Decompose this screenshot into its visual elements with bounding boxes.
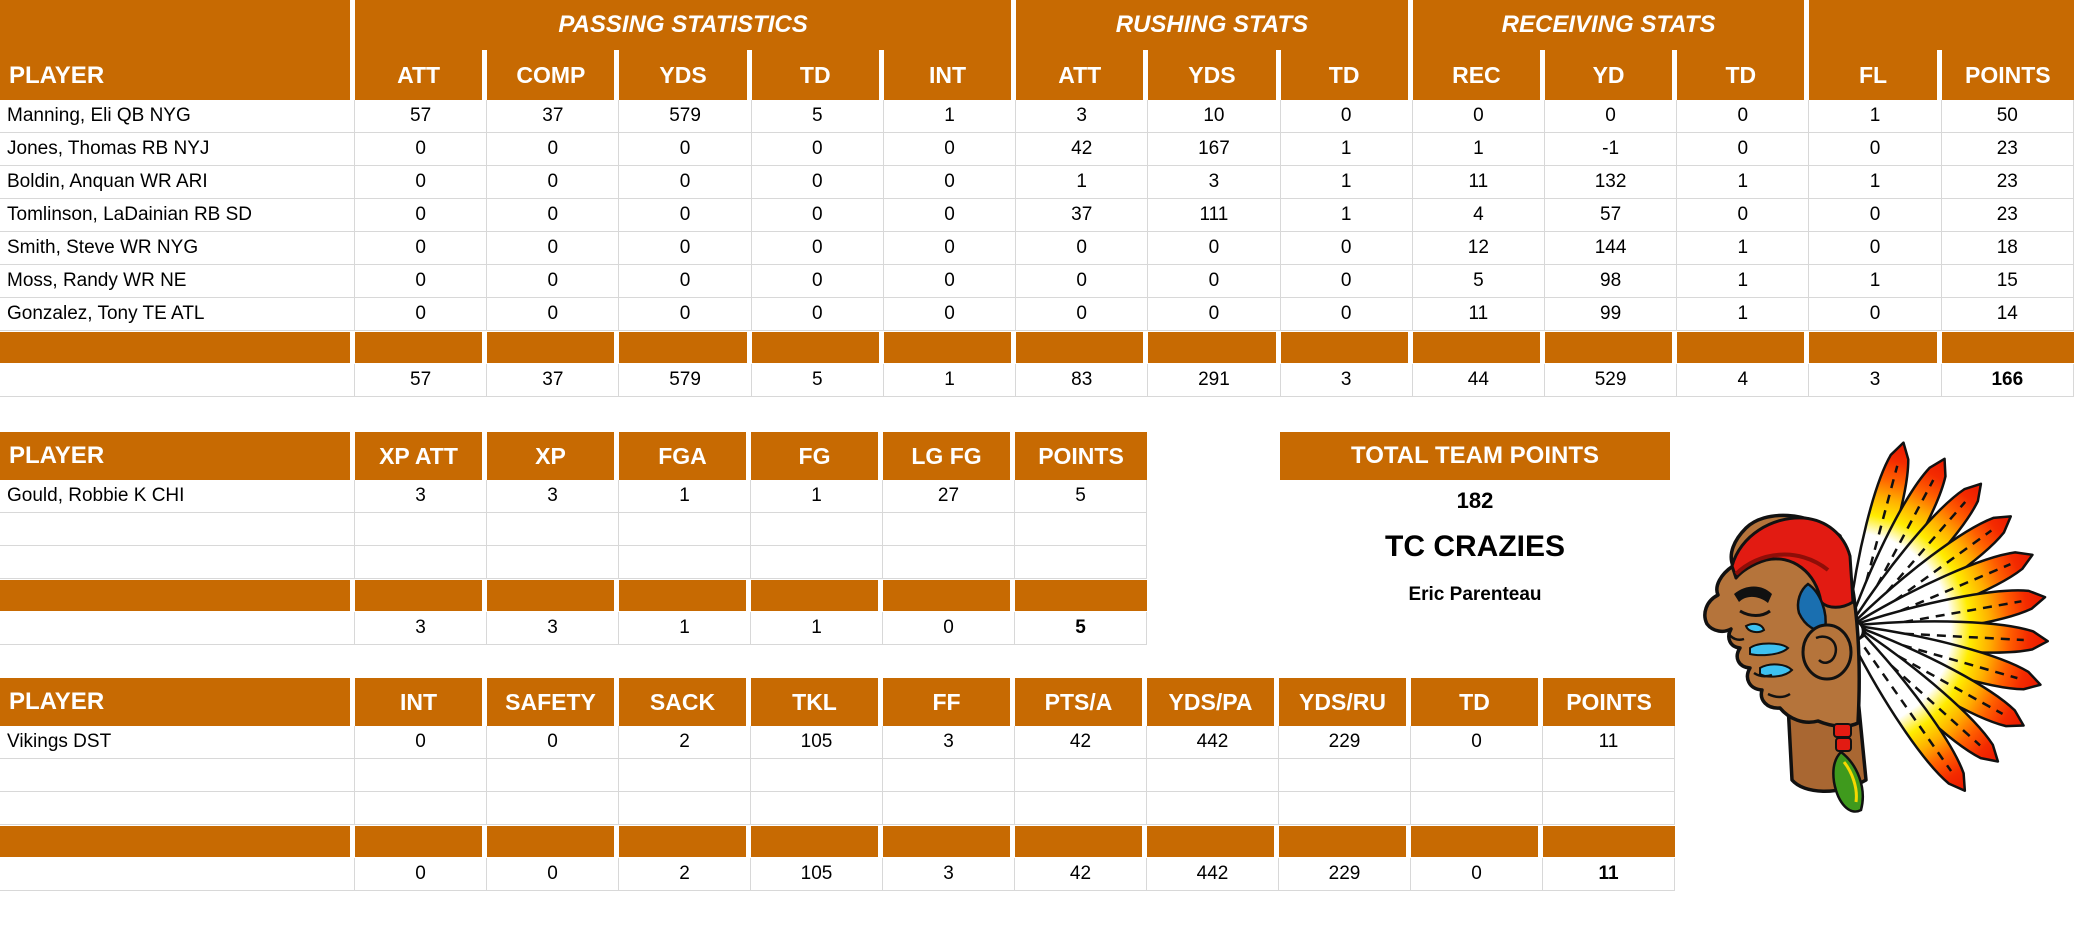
- empty-cell: [487, 759, 619, 792]
- spacer-cell: [751, 579, 883, 612]
- passing-group-header: PASSING STATISTICS: [355, 0, 1016, 50]
- empty-cell: [355, 759, 487, 792]
- stat-cell: 1: [1809, 166, 1941, 199]
- spacer-cell: [1942, 331, 2074, 364]
- spacer-cell: [1413, 331, 1545, 364]
- stat-cell: 0: [884, 133, 1016, 166]
- player-row: [0, 726, 1675, 759]
- empty-cell: [0, 364, 355, 397]
- stat-cell: 0: [619, 298, 751, 331]
- column-header: LG FG: [883, 432, 1015, 480]
- empty-row: [0, 546, 1147, 579]
- player-row: [0, 133, 2074, 166]
- spacer-cell: [1411, 825, 1543, 858]
- stat-cell: 0: [1677, 199, 1809, 232]
- column-header-row: [0, 678, 1675, 726]
- spacer-cell: [751, 825, 883, 858]
- group-header-row: [0, 0, 2074, 50]
- total-cell: 579: [619, 364, 751, 397]
- total-cell: 291: [1148, 364, 1280, 397]
- empty-cell: [883, 792, 1015, 825]
- column-header: TD: [1411, 678, 1543, 726]
- total-team-points-header: TOTAL TEAM POINTS: [1280, 432, 1670, 480]
- total-cell: 2: [619, 858, 751, 891]
- column-header: YDS/PA: [1147, 678, 1279, 726]
- stat-cell: 5: [1015, 480, 1147, 513]
- spacer-cell: [884, 331, 1016, 364]
- player-name-cell: Gould, Robbie K CHI: [0, 480, 355, 513]
- stat-cell: 442: [1147, 726, 1279, 759]
- empty-cell: [751, 546, 883, 579]
- stat-cell: 1: [1809, 265, 1941, 298]
- spacer-cell: [1279, 825, 1411, 858]
- column-header: ATT: [355, 50, 487, 100]
- stat-cell: 1: [1413, 133, 1545, 166]
- stat-cell: 23: [1942, 199, 2074, 232]
- empty-cell: [1279, 792, 1411, 825]
- stat-cell: 105: [751, 726, 883, 759]
- stat-cell: 23: [1942, 133, 2074, 166]
- spacer-cell: [1147, 825, 1279, 858]
- stat-cell: 0: [752, 265, 884, 298]
- stat-cell: 132: [1545, 166, 1677, 199]
- stat-cell: 0: [1809, 232, 1941, 265]
- spacer-cell: [0, 331, 355, 364]
- stat-cell: 0: [619, 166, 751, 199]
- total-team-points-value: 182: [1456, 488, 1494, 513]
- total-cell: 83: [1016, 364, 1148, 397]
- player-row: [0, 298, 2074, 331]
- column-header: SAFETY: [487, 678, 619, 726]
- column-header: PTS/A: [1015, 678, 1147, 726]
- column-header: XP: [487, 432, 619, 480]
- stat-cell: 0: [1677, 133, 1809, 166]
- spacer-cell: [1543, 825, 1675, 858]
- receiving-group-header: RECEIVING STATS: [1413, 0, 1810, 50]
- stat-cell: 0: [1809, 133, 1941, 166]
- column-header-row: [0, 432, 1147, 480]
- empty-cell: [619, 546, 751, 579]
- total-cell: 3: [355, 612, 487, 645]
- empty-cell: [355, 513, 487, 546]
- spacer-cell: [1545, 331, 1677, 364]
- stat-cell: 1: [1677, 232, 1809, 265]
- stat-cell: 167: [1148, 133, 1280, 166]
- column-header: FG: [751, 432, 883, 480]
- spacer-cell: [1677, 331, 1809, 364]
- total-cell: 0: [487, 858, 619, 891]
- column-header: FGA: [619, 432, 751, 480]
- stat-cell: 0: [1281, 232, 1413, 265]
- spacer-cell: [1015, 825, 1147, 858]
- total-cell: 3: [487, 612, 619, 645]
- stat-cell: 1: [619, 480, 751, 513]
- total-cell: 0: [883, 612, 1015, 645]
- empty-cell: [0, 759, 355, 792]
- stat-cell: 0: [1413, 100, 1545, 133]
- stat-cell: 0: [752, 133, 884, 166]
- stat-cell: 3: [883, 726, 1015, 759]
- stat-cell: 5: [752, 100, 884, 133]
- empty-cell: [487, 546, 619, 579]
- total-cell: 42: [1015, 858, 1147, 891]
- stat-cell: 229: [1279, 726, 1411, 759]
- column-header: FL: [1809, 50, 1941, 100]
- stat-cell: 37: [487, 100, 619, 133]
- player-row: [0, 265, 2074, 298]
- kicker-stats-table: [0, 432, 1147, 645]
- column-header: REC: [1413, 50, 1545, 100]
- empty-cell: [1543, 759, 1675, 792]
- stat-cell: 0: [1411, 726, 1543, 759]
- empty-cell: [619, 513, 751, 546]
- stat-cell: 23: [1942, 166, 2074, 199]
- total-cell: 529: [1545, 364, 1677, 397]
- stat-cell: 11: [1413, 166, 1545, 199]
- stat-cell: 57: [1545, 199, 1677, 232]
- total-cell: 1: [751, 612, 883, 645]
- column-header: INT: [355, 678, 487, 726]
- empty-cell: [0, 513, 355, 546]
- stat-cell: 0: [884, 232, 1016, 265]
- empty-cell: [0, 546, 355, 579]
- spacer-cell: [883, 825, 1015, 858]
- player-name-cell: Smith, Steve WR NYG: [0, 232, 355, 265]
- team-owner-name: Eric Parenteau: [1408, 584, 1542, 605]
- chief-head-illustration: [1688, 436, 2056, 820]
- stat-cell: 0: [1545, 100, 1677, 133]
- stat-cell: 1: [1677, 166, 1809, 199]
- stat-cell: 0: [355, 298, 487, 331]
- spacer-cell: [883, 579, 1015, 612]
- totals-row: [0, 612, 1147, 645]
- stat-cell: 1: [1281, 166, 1413, 199]
- spacer-cell: [619, 825, 751, 858]
- column-header: COMP: [487, 50, 619, 100]
- stat-cell: 2: [619, 726, 751, 759]
- stat-cell: 1: [1016, 166, 1148, 199]
- stat-cell: 0: [1677, 100, 1809, 133]
- column-header: ATT: [1016, 50, 1148, 100]
- column-header: FF: [883, 678, 1015, 726]
- spacer-cell: [1281, 331, 1413, 364]
- column-header: XP ATT: [355, 432, 487, 480]
- empty-cell: [619, 792, 751, 825]
- stat-cell: 1: [751, 480, 883, 513]
- spacer-cell: [355, 331, 487, 364]
- spacer-cell: [355, 579, 487, 612]
- defense-stats-table: [0, 678, 1675, 891]
- empty-cell: [1015, 546, 1147, 579]
- stat-cell: 0: [1016, 265, 1148, 298]
- empty-cell: [1015, 759, 1147, 792]
- spacer-row: [0, 579, 1147, 612]
- stat-cell: 0: [1281, 265, 1413, 298]
- player-row: [0, 232, 2074, 265]
- total-cell: 1: [619, 612, 751, 645]
- empty-cell: [883, 546, 1015, 579]
- stat-cell: 3: [487, 480, 619, 513]
- stat-cell: 1: [1281, 133, 1413, 166]
- spacer-cell: [1016, 331, 1148, 364]
- spacer-cell: [487, 825, 619, 858]
- stat-cell: 5: [1413, 265, 1545, 298]
- column-header: POINTS: [1942, 50, 2074, 100]
- stat-cell: 0: [487, 133, 619, 166]
- player-row: [0, 166, 2074, 199]
- total-cell: 442: [1147, 858, 1279, 891]
- stat-cell: 27: [883, 480, 1015, 513]
- total-cell: 3: [883, 858, 1015, 891]
- empty-cell: [0, 792, 355, 825]
- total-cell: 229: [1279, 858, 1411, 891]
- stat-cell: 0: [752, 298, 884, 331]
- stat-cell: 0: [355, 133, 487, 166]
- stat-cell: 0: [355, 199, 487, 232]
- empty-cell: [1015, 513, 1147, 546]
- stat-cell: 15: [1942, 265, 2074, 298]
- column-header: YDS: [619, 50, 751, 100]
- stat-cell: 0: [355, 726, 487, 759]
- empty-cell: [487, 513, 619, 546]
- column-header: YDS/RU: [1279, 678, 1411, 726]
- column-header: TD: [752, 50, 884, 100]
- stat-cell: 0: [1016, 232, 1148, 265]
- stat-cell: 4: [1413, 199, 1545, 232]
- rushing-group-header: RUSHING STATS: [1016, 0, 1413, 50]
- spacer-row: [0, 825, 1675, 858]
- total-cell: 0: [355, 858, 487, 891]
- player-column-header: PLAYER: [0, 678, 355, 726]
- empty-cell: [1015, 792, 1147, 825]
- stat-cell: 0: [487, 726, 619, 759]
- empty-cell: [751, 759, 883, 792]
- total-cell: 3: [1809, 364, 1941, 397]
- spacer-cell: [355, 825, 487, 858]
- stat-cell: 0: [487, 298, 619, 331]
- stat-cell: 0: [752, 232, 884, 265]
- player-name-cell: Jones, Thomas RB NYJ: [0, 133, 355, 166]
- column-header: YDS: [1148, 50, 1280, 100]
- spacer-cell: [1015, 579, 1147, 612]
- stat-cell: 0: [1148, 265, 1280, 298]
- player-name-cell: Tomlinson, LaDainian RB SD: [0, 199, 355, 232]
- stat-cell: 111: [1148, 199, 1280, 232]
- stat-cell: 1: [1809, 100, 1941, 133]
- stat-cell: 0: [1809, 199, 1941, 232]
- player-row: [0, 100, 2074, 133]
- stat-cell: 3: [1148, 166, 1280, 199]
- empty-cell: [487, 792, 619, 825]
- stat-cell: 42: [1015, 726, 1147, 759]
- stat-cell: -1: [1545, 133, 1677, 166]
- empty-cell: [619, 759, 751, 792]
- stat-cell: 37: [1016, 199, 1148, 232]
- totals-row: [0, 858, 1675, 891]
- stat-cell: 50: [1942, 100, 2074, 133]
- total-cell: 44: [1413, 364, 1545, 397]
- stat-cell: 0: [355, 265, 487, 298]
- player-name-cell: Gonzalez, Tony TE ATL: [0, 298, 355, 331]
- stat-cell: 0: [1281, 298, 1413, 331]
- offense-stats-table: [0, 0, 2074, 397]
- player-column-header: PLAYER: [0, 432, 355, 480]
- empty-cell: [883, 513, 1015, 546]
- player-row: [0, 199, 2074, 232]
- player-name-cell: Vikings DST: [0, 726, 355, 759]
- stat-cell: 0: [355, 232, 487, 265]
- spacer-cell: [487, 331, 619, 364]
- empty-cell: [355, 546, 487, 579]
- spacer-cell: [752, 331, 884, 364]
- stat-cell: 1: [1281, 199, 1413, 232]
- total-points-cell: 166: [1942, 364, 2074, 397]
- stat-cell: 14: [1942, 298, 2074, 331]
- player-name-cell: Moss, Randy WR NE: [0, 265, 355, 298]
- stat-cell: 0: [752, 166, 884, 199]
- stat-cell: 0: [619, 265, 751, 298]
- empty-cell: [1543, 792, 1675, 825]
- spacer-cell: [619, 579, 751, 612]
- stat-cell: 1: [884, 100, 1016, 133]
- total-cell: 57: [355, 364, 487, 397]
- total-cell: 3: [1281, 364, 1413, 397]
- stat-cell: 12: [1413, 232, 1545, 265]
- stat-cell: 0: [1148, 298, 1280, 331]
- stat-cell: 0: [487, 166, 619, 199]
- total-cell: 4: [1677, 364, 1809, 397]
- player-name-cell: Boldin, Anquan WR ARI: [0, 166, 355, 199]
- column-header: YD: [1545, 50, 1677, 100]
- spacer-row: [0, 331, 2074, 364]
- column-header: TD: [1677, 50, 1809, 100]
- stat-cell: 1: [1677, 298, 1809, 331]
- stat-cell: 10: [1148, 100, 1280, 133]
- empty-cell: [1147, 759, 1279, 792]
- stat-cell: 11: [1543, 726, 1675, 759]
- empty-cell: [751, 513, 883, 546]
- stat-cell: 0: [487, 265, 619, 298]
- column-header: POINTS: [1015, 432, 1147, 480]
- empty-cell: [883, 759, 1015, 792]
- empty-cell: [1279, 759, 1411, 792]
- empty-cell: [0, 858, 355, 891]
- stat-cell: 0: [487, 232, 619, 265]
- empty-cell: [355, 792, 487, 825]
- stat-cell: 42: [1016, 133, 1148, 166]
- empty-row: [0, 792, 1675, 825]
- stat-cell: 0: [884, 265, 1016, 298]
- stat-cell: 579: [619, 100, 751, 133]
- team-name: TC CRAZIES: [1385, 530, 1565, 563]
- player-row: [0, 480, 1147, 513]
- column-header: TKL: [751, 678, 883, 726]
- stat-cell: 99: [1545, 298, 1677, 331]
- stat-cell: 0: [619, 232, 751, 265]
- total-cell: 1: [884, 364, 1016, 397]
- total-cell: 5: [752, 364, 884, 397]
- stat-cell: 0: [752, 199, 884, 232]
- stat-cell: 11: [1413, 298, 1545, 331]
- total-points-cell: 5: [1015, 612, 1147, 645]
- stat-cell: 0: [619, 133, 751, 166]
- misc-group-header: [1809, 0, 2074, 50]
- spacer-cell: [0, 579, 355, 612]
- empty-row: [0, 759, 1675, 792]
- player-column-header: PLAYER: [0, 0, 355, 100]
- column-header: POINTS: [1543, 678, 1675, 726]
- stat-cell: 3: [1016, 100, 1148, 133]
- stat-cell: 0: [1809, 298, 1941, 331]
- empty-cell: [1147, 792, 1279, 825]
- stat-cell: 0: [1281, 100, 1413, 133]
- stat-cell: 3: [355, 480, 487, 513]
- stat-cell: 0: [1016, 298, 1148, 331]
- stat-cell: 1: [1677, 265, 1809, 298]
- total-cell: 105: [751, 858, 883, 891]
- stat-cell: 98: [1545, 265, 1677, 298]
- total-cell: 37: [487, 364, 619, 397]
- spacer-cell: [487, 579, 619, 612]
- spacer-cell: [619, 331, 751, 364]
- stat-cell: 0: [884, 298, 1016, 331]
- empty-cell: [1411, 759, 1543, 792]
- stat-cell: 0: [1148, 232, 1280, 265]
- stat-cell: 0: [355, 166, 487, 199]
- stat-cell: 18: [1942, 232, 2074, 265]
- empty-cell: [751, 792, 883, 825]
- stat-cell: 0: [487, 199, 619, 232]
- stat-cell: 0: [884, 166, 1016, 199]
- stat-cell: 57: [355, 100, 487, 133]
- stat-cell: 0: [619, 199, 751, 232]
- column-header: INT: [884, 50, 1016, 100]
- player-name-cell: Manning, Eli QB NYG: [0, 100, 355, 133]
- stat-cell: 0: [884, 199, 1016, 232]
- empty-cell: [0, 612, 355, 645]
- column-header: TD: [1281, 50, 1413, 100]
- empty-cell: [1411, 792, 1543, 825]
- spacer-cell: [1148, 331, 1280, 364]
- spacer-cell: [1809, 331, 1941, 364]
- column-header: SACK: [619, 678, 751, 726]
- spacer-cell: [0, 825, 355, 858]
- total-cell: 0: [1411, 858, 1543, 891]
- stat-cell: 144: [1545, 232, 1677, 265]
- indian-chief-mascot-image: [1688, 436, 2056, 820]
- empty-row: [0, 513, 1147, 546]
- totals-row: [0, 364, 2074, 397]
- total-points-cell: 11: [1543, 858, 1675, 891]
